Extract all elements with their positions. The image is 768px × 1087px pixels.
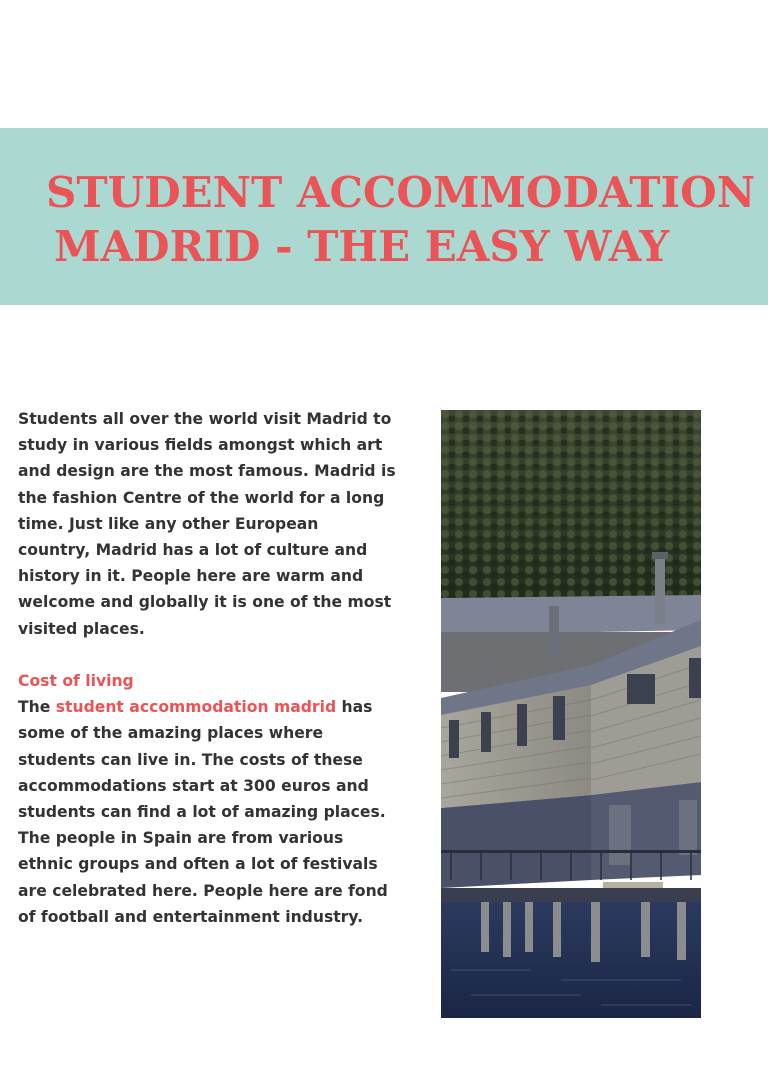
lower-window (609, 805, 631, 865)
lower-window (679, 800, 697, 855)
page-title-line-2: MADRID - THE EASY WAY (54, 222, 670, 271)
photo-illustration (441, 410, 701, 1018)
cost-line-prefix: The (18, 698, 56, 717)
cost-line: students can live in. The costs of these (18, 750, 363, 769)
chimney (655, 556, 665, 624)
cost-line-suffix: has (336, 698, 373, 717)
lower-storey (441, 795, 591, 888)
cost-line-with-link (18, 694, 418, 720)
cost-line: accommodations start at 300 euros and (18, 776, 369, 795)
intro-line: and design are the most famous. Madrid is (18, 462, 396, 481)
paragraph-spacer (18, 642, 418, 668)
intro-line: Students all over the world visit Madrid to (18, 410, 392, 428)
intro-line: country, Madrid has a lot of culture and (18, 541, 368, 560)
intro-line: history in it. People here are warm and (18, 567, 364, 586)
lakeside-building-photo (441, 410, 701, 1018)
cost-line: are celebrated here. People here are fond (18, 881, 388, 900)
intro-line: welcome and globally it is one of the most (18, 593, 392, 612)
page-title-line-1: STUDENT ACCOMMODATION (46, 168, 756, 217)
water (441, 902, 701, 1018)
intro-line: study in various fields amongst which art (18, 436, 383, 455)
intro-line: the fashion Centre of the world for a long (18, 488, 385, 507)
cost-line: The people in Spain are from various (18, 829, 344, 848)
intro-line: time. Just like any other European (18, 514, 319, 533)
student-accommodation-link[interactable]: student accommodation madrid (55, 698, 337, 717)
intro-line: visited places. (18, 619, 145, 638)
chimney-cap (652, 552, 668, 559)
section-heading-cost-of-living: Cost of living (18, 672, 134, 691)
article-body (18, 406, 418, 930)
deck (441, 888, 701, 902)
chimney (549, 606, 559, 656)
cost-line: ethnic groups and often a lot of festivals (18, 855, 378, 874)
cost-line: some of the amazing places where (18, 724, 324, 743)
cost-line: students can find a lot of amazing places. (18, 803, 386, 822)
cost-line: of football and entertainment industry. (18, 907, 364, 926)
